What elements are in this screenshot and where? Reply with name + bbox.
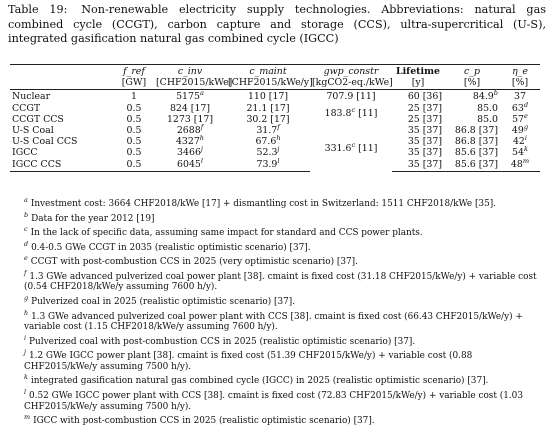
row-name: U-S Coal CCS: [12, 136, 78, 148]
cell-eta: 37: [514, 91, 526, 103]
cell-lifetime: 35 [37]: [407, 125, 442, 137]
cell-fref: 0.5: [126, 102, 142, 114]
cell-cinv: 2688$^f$: [176, 122, 204, 137]
footnote: $^a$ Investment cost: 3664 CHF2018/kWe [17] + dismantling cost in Switzerland: 1511 CHF2018/kWe [35].: [24, 196, 496, 209]
row-name: U-S Coal: [12, 125, 54, 137]
table-label: Table 19:: [8, 3, 68, 16]
footnote: $^l$ 0.52 GWe IGCC power plant with CCS [38]. cmaint is fixed cost (72.83 CHF2015/kWe/y) + variable cost (1.03 CHF2015/kWe/y assuming 7500 h/y).: [24, 387, 523, 412]
row-name: IGCC: [12, 147, 38, 159]
cell-eta: 48$^m$: [500, 159, 540, 172]
cell-fref: 0.5: [126, 136, 142, 148]
cell-lifetime: 35 [37]: [407, 136, 442, 148]
footnote: $^c$ In the lack of specific data, assuming same impact for standard and CCS power plants.: [24, 225, 423, 239]
unit-cinv: [CHF2015/kWe]: [156, 77, 233, 89]
caption-text: Non-renewable electricity supply technologies. Abbreviations: natural gas combined cycle (CCGT), carbon capture and storage (CCS), ultra-supercritical (U-S), integrated gasification natural gas combined cycle (IGCC): [8, 3, 547, 46]
header-units-row: [10, 77, 540, 90]
table-row: [10, 147, 540, 158]
cell-fref: 0.5: [126, 147, 142, 159]
footnote: $^e$ CCGT with post-combustion CCS in 2025 (very optimistic scenario) [37].: [24, 254, 358, 268]
cell-cinv: 1273 [17]: [166, 113, 214, 125]
cell-lifetime: 35 [37]: [392, 159, 444, 172]
row-name: Nuclear: [12, 91, 51, 103]
unit-fref: [GW]: [114, 77, 154, 90]
unit-cmaint: [CHF2015/kWe/y]: [228, 77, 313, 89]
col-eta: η_e: [500, 65, 540, 78]
table-row: [10, 90, 540, 103]
table-row: [10, 114, 540, 125]
table-row: [10, 136, 540, 147]
cell-fref: 0.5: [114, 159, 154, 172]
cell-lifetime: 35 [37]: [407, 147, 442, 159]
cell-fref: 0.5: [126, 125, 142, 137]
cell-cmaint: 110 [17]: [247, 91, 289, 103]
cell-cinv: 4327$^h$: [175, 134, 205, 148]
row-name: IGCC CCS: [10, 159, 114, 172]
cell-cinv: 5175$^a$: [176, 89, 204, 103]
col-cinv: c_inv: [154, 65, 226, 78]
unit-lifetime: [y]: [392, 77, 444, 90]
cell-gwp-merged-ccgt: 183.8$^c$ [11]: [324, 106, 378, 120]
footnote: $^b$ Data for the year 2012 [19]: [24, 210, 155, 224]
col-lifetime: Lifetime: [392, 65, 444, 78]
footnote: $^g$ Pulverized coal in 2025 (realistic optimistic scenario) [37].: [24, 293, 296, 307]
cell-lifetime: 25 [37]: [407, 102, 442, 114]
col-cp: c_p: [444, 65, 500, 78]
cell-cmaint: 30.2 [17]: [246, 113, 290, 125]
cell-eta: 42$^i$: [512, 134, 528, 148]
cell-eta: 57e: [512, 111, 528, 125]
cell-lifetime: 60 [36]: [407, 91, 442, 103]
footnote: $^d$ 0.4-0.5 GWe CCGT in 2035 (realistic optimistic scenario) [37].: [24, 239, 311, 253]
header-symbols-row: [10, 65, 540, 78]
cell-fref: 1: [131, 91, 137, 103]
table-caption: [8, 3, 546, 47]
col-gwp: gwp_constr: [310, 65, 392, 78]
table-body: [10, 90, 540, 171]
technology-table: [10, 64, 540, 172]
footnote: $^f$ 1.3 GWe advanced pulverized coal power plant [38]. cmaint is fixed cost (31.18 CHF2015/kWe/y) + variable cost (0.54 CHF2018/kWe/y assuming 7600 h/y).: [24, 268, 537, 293]
row-name: CCGT CCS: [12, 113, 64, 125]
col-cmaint: c_maint: [226, 65, 310, 78]
cell-cinv: 824 [17]: [169, 102, 211, 114]
cell-cmaint: 67.6$^h$: [255, 134, 281, 148]
cell-cp: 85.6 [37]: [454, 147, 498, 159]
col-fref: f_ref: [114, 65, 154, 78]
cell-fref: 0.5: [126, 113, 142, 125]
cell-cinv: 6045$^l$: [154, 159, 226, 172]
unit-cp: [%]: [444, 77, 500, 90]
cell-cmaint: 52.3$^j$: [256, 145, 280, 159]
footnotes: [24, 195, 540, 427]
cell-cp: 86.8 [37]: [454, 125, 498, 137]
cell-cp: 85.6 [37]: [444, 159, 500, 172]
cell-eta: 63$^d$: [511, 100, 529, 114]
footnote: $^h$ 1.3 GWe advanced pulverized coal power plant with CCS [38]. cmaint is fixed cost (66.43 CHF2015/kWe/y) + variable cost (1.15 CHF2018/kWe/y assuming 7600 h/y).: [24, 308, 523, 333]
table-row: [10, 159, 540, 172]
footnote: $^k$ integrated gasification natural gas combined cycle (IGCC) in 2025 (realistic optimistic scenario) [37].: [24, 373, 489, 387]
footnote: $^j$ 1.2 GWe IGCC power plant [38]. cmaint is fixed cost (51.39 CHF2015/kWe/y) + variable cost (0.88 CHF2015/kWe/y assuming 7500 h/y).: [24, 348, 473, 372]
cell-cmaint: 31.7$^f$: [256, 122, 280, 137]
cell-cp: 85.0: [477, 102, 498, 114]
cell-cmaint: 73.9$^l$: [226, 159, 310, 172]
cell-cp: 85.0: [477, 113, 498, 125]
cell-cp: 86.8 [37]: [454, 136, 498, 148]
footnote: $^m$ IGCC with post-combustion CCS in 2025 (realistic optimistic scenario) [37].: [24, 413, 375, 427]
cell-gwp-merged-coal: 331.6$^c$ [11]: [324, 140, 378, 154]
cell-cp: 84.9$^b$: [472, 89, 498, 103]
cell-cmaint: 21.1 [17]: [246, 102, 290, 114]
unit-gwp: [kgCO2-eq./kWe]: [312, 77, 393, 89]
cell-cinv: 3466$^j$: [177, 145, 203, 159]
cell-lifetime: 25 [37]: [407, 113, 442, 125]
row-name: CCGT: [12, 102, 41, 114]
table-row: [10, 125, 540, 136]
cell-eta: 54$^k$: [512, 145, 528, 159]
footnote: $^i$ Pulverized coal with post-combustion CCS in 2025 (realistic optimistic scenario) [37].: [24, 333, 416, 347]
cell-eta: 49$^g$: [511, 122, 529, 137]
table-row: [10, 103, 540, 114]
unit-eta: [%]: [500, 77, 540, 90]
cell-gwp: 707.9 [11]: [326, 91, 376, 103]
